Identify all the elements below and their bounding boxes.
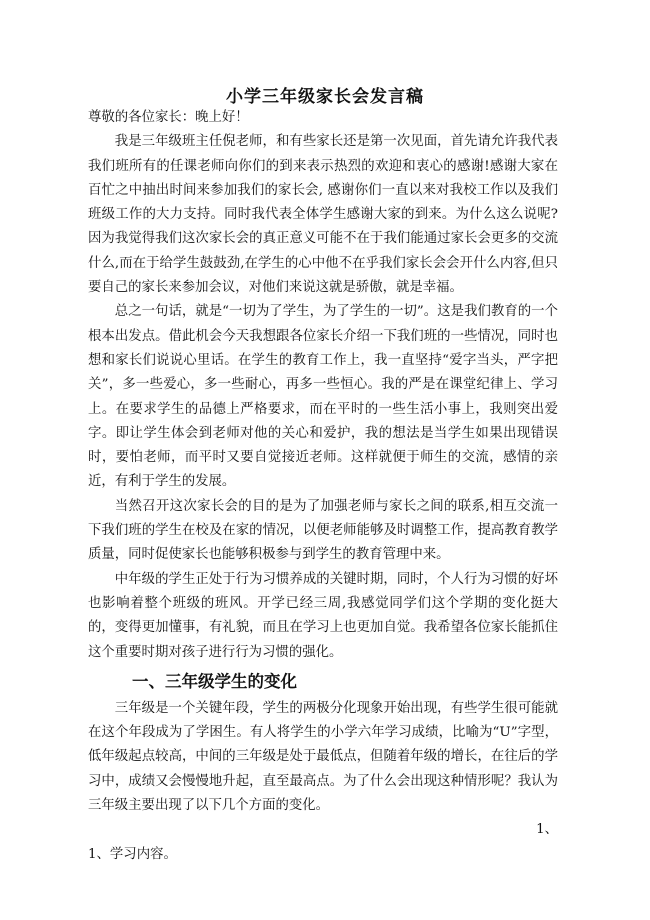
salutation: 尊敬的各位家长：晚上好！ [88,110,249,125]
paragraph-purpose: 当然召开这次家长会的目的是为了加强老师与家长之间的联系,相互交流一下我们班的学生在校及在家的情况，以便老师能够及时调整工作，提高教育教学质量，同时促使家长也能够积极参与到学生的教育管理中来。 [88,498,558,563]
document-title: 小学三年级家长会发言稿 [226,87,424,107]
document-body [88,106,558,867]
trailing-number: 1、 [536,822,558,838]
subitem-label: 1、学习内容。 [88,846,177,862]
paragraph-principle: 总之一句话，就是“一切为了学生，为了学生的一切”。这是我们教育的一个根本出发点。借此机会今天我想跟各位家长介绍一下我们班的一些情况，同时也想和家长们说说心里话。在学生的教育工作上，我一直坚持“爱字当头，严字把关”，多一些爱心，多一些耐心，再多一些恒心。我的严是在课堂纪律上、学习上。在要求学生的品德上严格要求，而在平时的一些生活小事上，我则突出爱字。即让学生体会到老师对他的关心和爱护，我的想法是当学生如果出现错误时，要怕老师，而平时又要自觉接近老师。这样就便于师生的交流，感情的亲近，有利于学生的发展。 [88,304,558,490]
paragraph-intro: 我是三年级班主任倪老师，和有些家长还是第一次见面，首先请允许我代表我们班所有的任课老师向你们的到来表示热烈的欢迎和衷心的感谢!感谢大家在百忙之中抽出时间来参加我们的家长会, 感谢你们一直以来对我校工作以及我们班级工作的大力支持。同时我代表全体学生感谢大家的到来。为什么这么说呢?因为我觉得我们这次家长会的真正意义可能不在于我们能通过家长会更多的交流什么,而在于给学生鼓鼓劲,在学生的心中他不在乎我们家长会会开什么内容,但只要自己的家长来参加会议，对他们来说这就是骄傲，就是幸福。 [88,134,558,296]
section-paragraph: 三年级是一个关键年段，学生的两极分化现象开始出现，有些学生很可能就在这个年段成为了学困生。有人将学生的小学六年学习成绩，比喻为“U”字型，低年级起点较高，中间的三年级是处于最低点，但随着年级的增长，在往后的学习中，成绩又会慢慢地升起，直至最高点。为了什么会出现这种情形呢？我认为三年级主要出现了以下几个方面的变化。 [88,700,558,814]
section-heading: 一、三年级学生的变化 [132,671,297,691]
paragraph-habits: 中年级的学生正处于行为习惯养成的关键时期，同时，个人行为习惯的好坏也影响着整个班级的班风。开学已经三周,我感觉同学们这个学期的变化挺大的，变得更加懂事，有礼貌，而且在学习上也更加自觉。我希望各位家长能抓住这个重要时期对孩子进行行为习惯的强化。 [88,571,558,660]
